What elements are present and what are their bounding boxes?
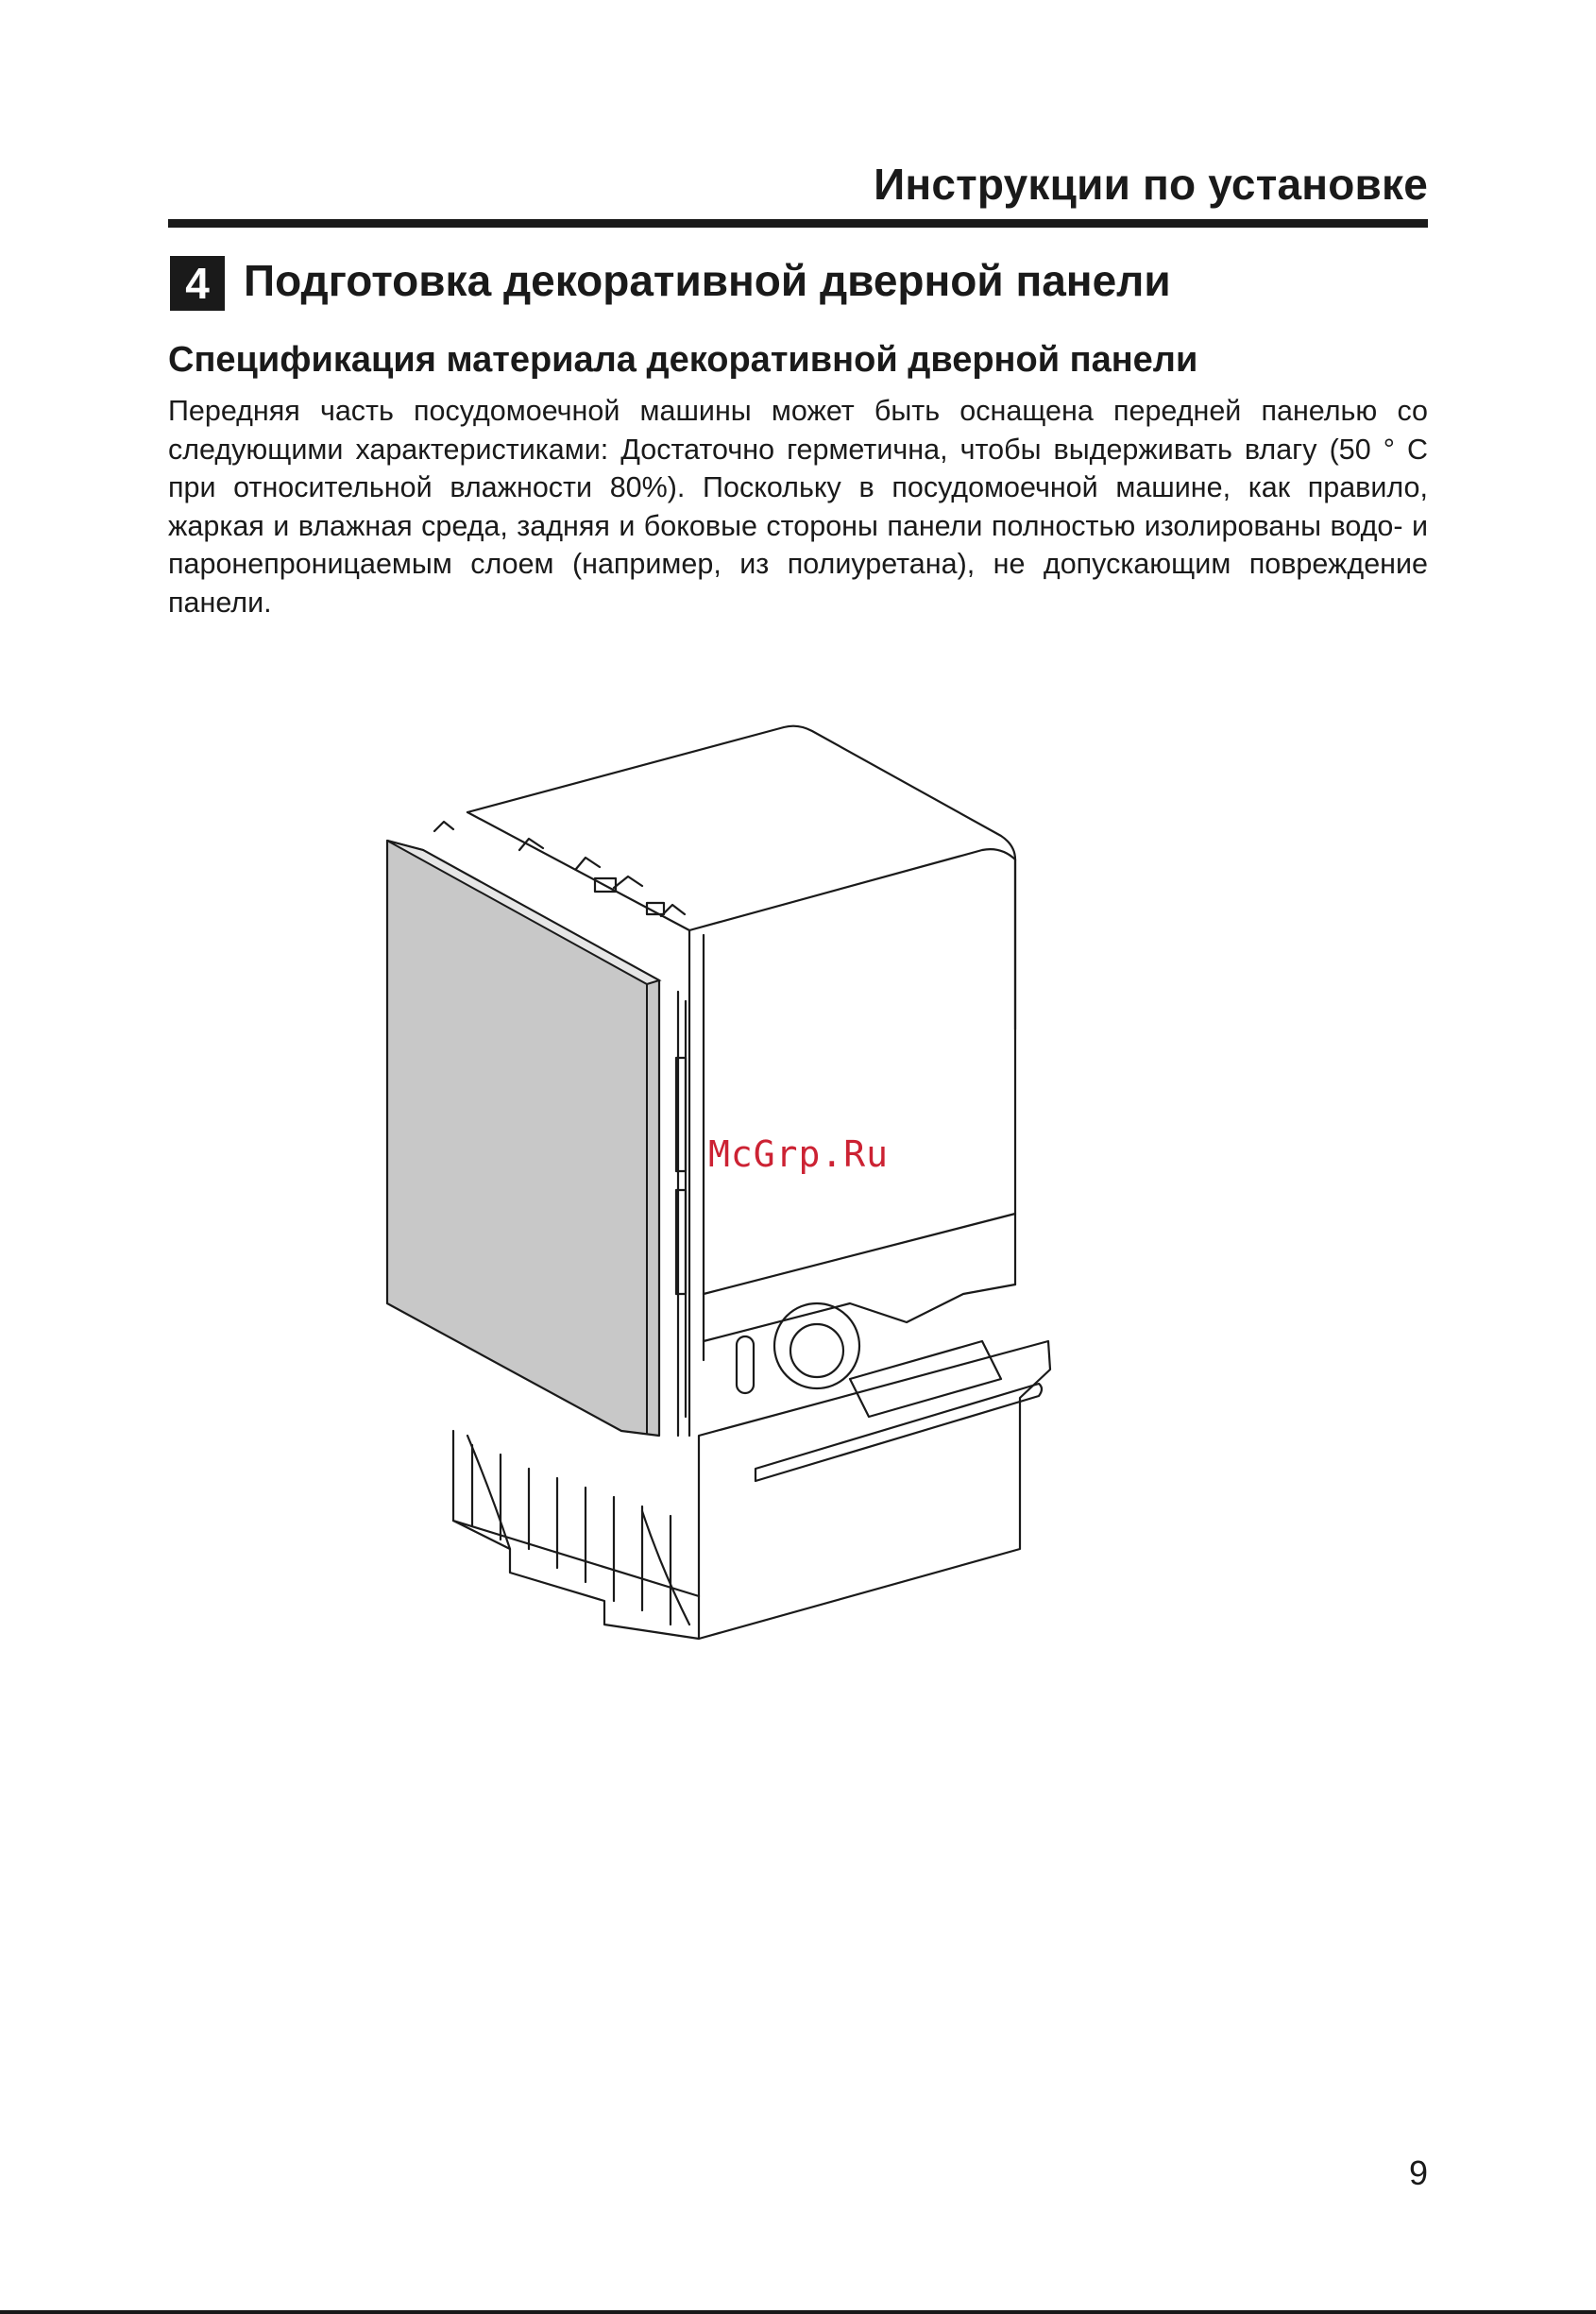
section-number-badge: 4 [170,256,225,311]
body-paragraph: Передняя часть посудомоечной машины может быть оснащена передней панелью со следующими характеристиками: Достаточно герметична, чтобы выдерживать влагу (50 ° С при относительной влажности 80%). Поскольку в посудомоечной машине, как правило, жаркая и влажная среда, задняя и боковые стороны панели полностью изолированы водо- и паронепроницаемым слоем (например, из полиуретана), не допускающим повреждение панели. [168,395,1428,619]
page-number: 9 [1408,2153,1428,2192]
subsection-title: Спецификация материала декоративной дверной панели [168,340,1198,380]
dishwasher-illustration [378,718,1077,1653]
page-header-title: Инструкции по установке [874,160,1428,209]
cabinet-front-edge [689,849,1015,930]
bottom-divider [0,2310,1596,2314]
decorative-door-panel [387,841,659,1436]
header-divider [168,219,1428,228]
watermark-text: McGrp.Ru [708,1133,890,1175]
section-title: Подготовка декоративной дверной панели [244,256,1171,305]
